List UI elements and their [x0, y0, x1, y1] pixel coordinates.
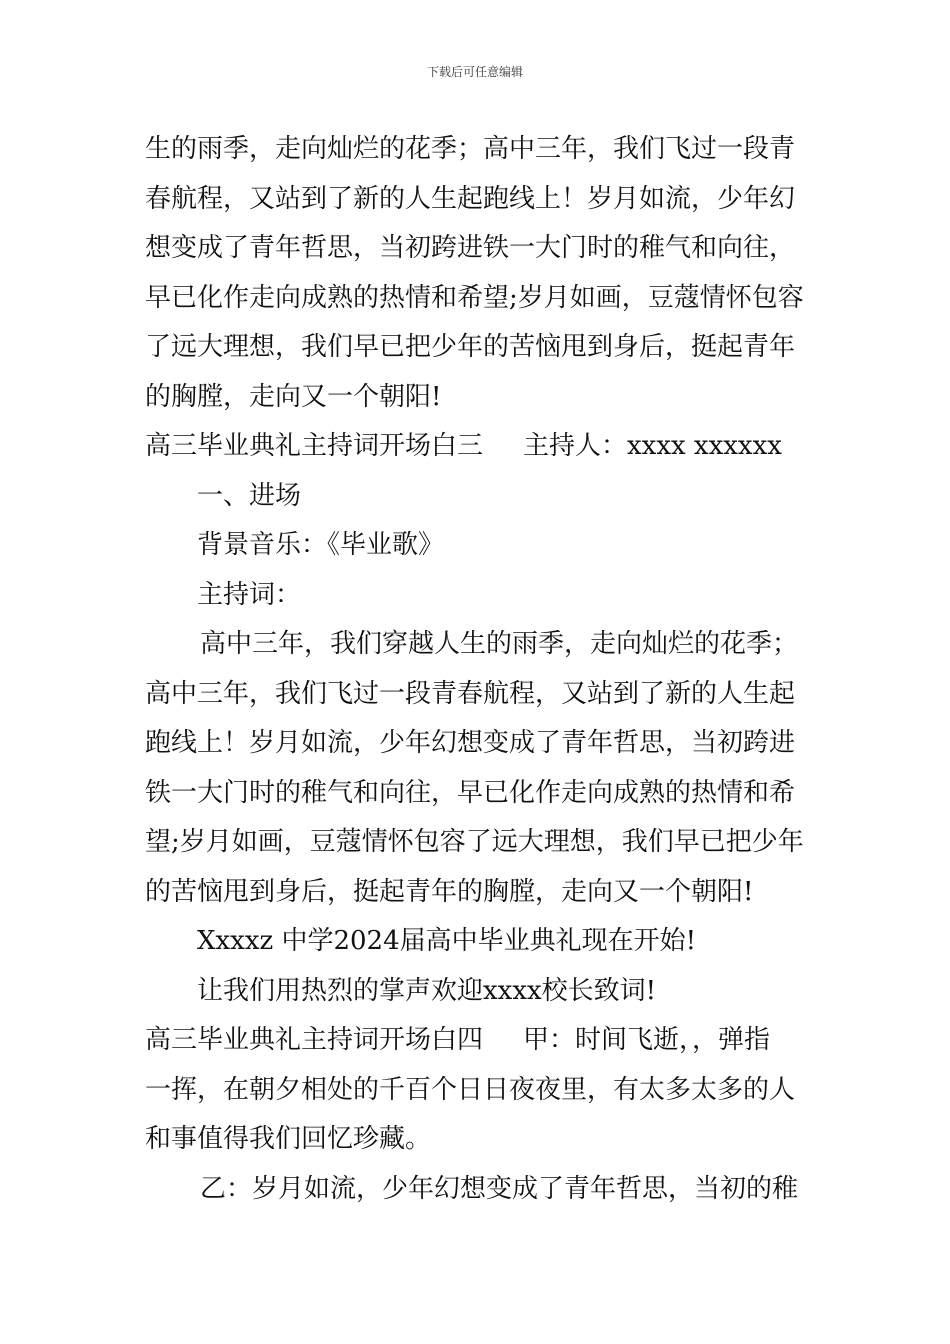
paragraph-line: 生的雨季，走向灿烂的花季；高中三年，我们飞过一段青: [145, 134, 796, 164]
paragraph-line: Xxxxz 中学2024届高中毕业典礼现在开始!: [197, 926, 697, 956]
paragraph-line: 和事值得我们回忆珍藏。: [145, 1124, 432, 1154]
section-heading-line: [145, 422, 815, 472]
dialogue-line: 甲：时间飞逝，，弹指: [523, 1025, 771, 1055]
paragraph-line: 了远大理想，我们早已把少年的苦恼甩到身后，挺起青年: [145, 332, 796, 362]
section-heading: 高三毕业典礼主持词开场白三: [145, 431, 484, 461]
section-heading: 高三毕业典礼主持词开场白四: [145, 1025, 484, 1055]
paragraph-line: 乙：岁月如流，少年幻想变成了青年哲思，当初的稚: [200, 1173, 799, 1204]
paragraph-line: 让我们用热烈的掌声欢迎xxxx校长致词!: [197, 975, 657, 1006]
paragraph-line: 春航程，又站到了新的人生起跑线上！岁月如流，少年幻: [145, 183, 796, 214]
paragraph-line: 主持词：: [197, 579, 302, 610]
paragraph-line: 想变成了青年哲思，当初跨进铁一大门时的稚气和向往，: [145, 233, 796, 263]
page-header: 下载后可任意编辑: [426, 65, 523, 79]
host-label: 主持人：xxxx xxxxxx: [523, 431, 782, 461]
document-body: [145, 125, 815, 1214]
paragraph-line: 铁一大门时的稚气和向往，早已化作走向成熟的热情和希: [145, 777, 796, 808]
paragraph-line: 一、进场: [197, 480, 302, 511]
paragraph-line: 跑线上！岁月如流，少年幻想变成了青年哲思，当初跨进: [145, 728, 796, 758]
paragraph-line: 高中三年，我们飞过一段青春航程，又站到了新的人生起: [145, 678, 796, 709]
paragraph-line: 高中三年，我们穿越人生的雨季，走向灿烂的花季；: [200, 629, 799, 659]
paragraph-line: 望;岁月如画，豆蔻情怀包容了远大理想，我们早已把少年: [145, 827, 804, 857]
paragraph-line: 的胸膛，走向又一个朝阳!: [145, 381, 442, 412]
section-heading-line: [145, 1016, 815, 1066]
paragraph-line: 一挥，在朝夕相处的千百个日日夜夜里，有太多太多的人: [145, 1074, 796, 1105]
paragraph-line: 的苦恼甩到身后，挺起青年的胸膛，走向又一个朝阳!: [145, 876, 754, 907]
paragraph-line: 背景音乐：《毕业歌》: [197, 530, 445, 560]
paragraph-line: 早已化作走向成熟的热情和希望;岁月如画，豆蔻情怀包容: [145, 282, 804, 313]
